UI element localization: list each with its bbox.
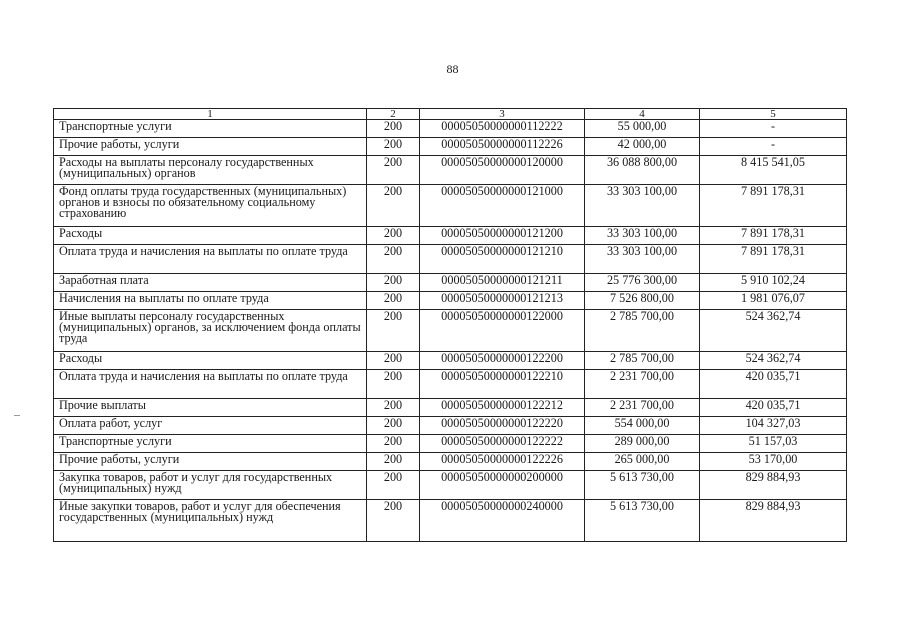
row-code: 200: [367, 292, 420, 310]
row-fact: 51 157,03: [700, 435, 847, 453]
row-kbk: 00005050000000240000: [420, 500, 585, 542]
row-plan: 265 000,00: [585, 453, 700, 471]
row-plan: 42 000,00: [585, 138, 700, 156]
table-row: [54, 399, 847, 417]
row-name: Оплата труда и начисления на выплаты по оплате труда: [54, 370, 367, 399]
table-row: [54, 500, 847, 542]
row-plan: 2 231 700,00: [585, 370, 700, 399]
table-row: [54, 453, 847, 471]
row-code: 200: [367, 399, 420, 417]
row-plan: 2 785 700,00: [585, 352, 700, 370]
row-kbk: 00005050000000121200: [420, 227, 585, 245]
row-code: 200: [367, 156, 420, 185]
table-row: [54, 292, 847, 310]
row-fact: 7 891 178,31: [700, 185, 847, 227]
row-kbk: 00005050000000112222: [420, 120, 585, 138]
row-name: Расходы на выплаты персоналу государственных (муниципальных) органов: [54, 156, 367, 185]
table-row: [54, 120, 847, 138]
row-code: 200: [367, 245, 420, 274]
page-number: 88: [446, 62, 459, 76]
row-fact: 7 891 178,31: [700, 245, 847, 274]
row-plan: 33 303 100,00: [585, 185, 700, 227]
row-name: Оплата работ, услуг: [54, 417, 367, 435]
table-row: [54, 417, 847, 435]
row-plan: 33 303 100,00: [585, 227, 700, 245]
row-kbk: 00005050000000122000: [420, 310, 585, 352]
row-name: Расходы: [54, 227, 367, 245]
table-row: [54, 274, 847, 292]
row-fact: 524 362,74: [700, 352, 847, 370]
row-code: 200: [367, 370, 420, 399]
row-code: 200: [367, 435, 420, 453]
row-name: Оплата труда и начисления на выплаты по оплате труда: [54, 245, 367, 274]
row-code: 200: [367, 274, 420, 292]
row-fact: 8 415 541,05: [700, 156, 847, 185]
table-row: [54, 185, 847, 227]
row-fact: 104 327,03: [700, 417, 847, 435]
row-fact: 1 981 076,07: [700, 292, 847, 310]
row-name: Иные выплаты персоналу государственных (муниципальных) органов, за исключением фонда оплаты труда: [54, 310, 367, 352]
row-plan: 33 303 100,00: [585, 245, 700, 274]
row-code: 200: [367, 138, 420, 156]
header-col-5: 5: [700, 109, 847, 120]
row-plan: 5 613 730,00: [585, 471, 700, 500]
row-name: Прочие выплаты: [54, 399, 367, 417]
row-plan: 5 613 730,00: [585, 500, 700, 542]
row-fact: -: [700, 138, 847, 156]
row-plan: 289 000,00: [585, 435, 700, 453]
row-code: 200: [367, 417, 420, 435]
row-kbk: 00005050000000122212: [420, 399, 585, 417]
row-code: 200: [367, 453, 420, 471]
row-name: Начисления на выплаты по оплате труда: [54, 292, 367, 310]
row-kbk: 00005050000000121211: [420, 274, 585, 292]
header-col-2: 2: [367, 109, 420, 120]
row-name: Фонд оплаты труда государственных (муниципальных) органов и взносы по обязательному социальному страхованию: [54, 185, 367, 227]
row-fact: 829 884,93: [700, 471, 847, 500]
row-kbk: 00005050000000122210: [420, 370, 585, 399]
row-plan: 2 785 700,00: [585, 310, 700, 352]
row-code: 200: [367, 471, 420, 500]
row-kbk: 00005050000000121000: [420, 185, 585, 227]
row-plan: 55 000,00: [585, 120, 700, 138]
header-col-1: 1: [54, 109, 367, 120]
table-row: [54, 352, 847, 370]
row-kbk: 00005050000000122222: [420, 435, 585, 453]
row-code: 200: [367, 352, 420, 370]
table-row: [54, 310, 847, 352]
row-fact: 420 035,71: [700, 399, 847, 417]
header-col-3: 3: [420, 109, 585, 120]
row-plan: 25 776 300,00: [585, 274, 700, 292]
row-kbk: 00005050000000120000: [420, 156, 585, 185]
table-row: [54, 245, 847, 274]
table-header-row: [54, 109, 847, 120]
row-name: Иные закупки товаров, работ и услуг для обеспечения государственных (муниципальных) нужд: [54, 500, 367, 542]
row-name: Транспортные услуги: [54, 435, 367, 453]
table-row: [54, 471, 847, 500]
table-row: [54, 156, 847, 185]
row-name: Закупка товаров, работ и услуг для государственных (муниципальных) нужд: [54, 471, 367, 500]
row-fact: 5 910 102,24: [700, 274, 847, 292]
row-code: 200: [367, 227, 420, 245]
row-kbk: 00005050000000122220: [420, 417, 585, 435]
row-name: Расходы: [54, 352, 367, 370]
row-name: Заработная плата: [54, 274, 367, 292]
row-plan: 7 526 800,00: [585, 292, 700, 310]
row-kbk: 00005050000000112226: [420, 138, 585, 156]
row-code: 200: [367, 500, 420, 542]
row-fact: 524 362,74: [700, 310, 847, 352]
header-col-4: 4: [585, 109, 700, 120]
row-fact: 829 884,93: [700, 500, 847, 542]
row-name: Транспортные услуги: [54, 120, 367, 138]
row-code: 200: [367, 310, 420, 352]
table-row: [54, 370, 847, 399]
row-kbk: 00005050000000121210: [420, 245, 585, 274]
row-name: Прочие работы, услуги: [54, 453, 367, 471]
row-code: 200: [367, 185, 420, 227]
budget-execution-table: [53, 108, 847, 542]
row-kbk: 00005050000000122226: [420, 453, 585, 471]
row-name: Прочие работы, услуги: [54, 138, 367, 156]
row-kbk: 00005050000000121213: [420, 292, 585, 310]
row-kbk: 00005050000000122200: [420, 352, 585, 370]
row-code: 200: [367, 120, 420, 138]
margin-mark: [14, 415, 20, 416]
row-fact: 7 891 178,31: [700, 227, 847, 245]
row-plan: 36 088 800,00: [585, 156, 700, 185]
row-plan: 2 231 700,00: [585, 399, 700, 417]
table-row: [54, 227, 847, 245]
row-plan: 554 000,00: [585, 417, 700, 435]
table-row: [54, 138, 847, 156]
table-row: [54, 435, 847, 453]
row-fact: -: [700, 120, 847, 138]
row-fact: 420 035,71: [700, 370, 847, 399]
row-kbk: 00005050000000200000: [420, 471, 585, 500]
row-fact: 53 170,00: [700, 453, 847, 471]
